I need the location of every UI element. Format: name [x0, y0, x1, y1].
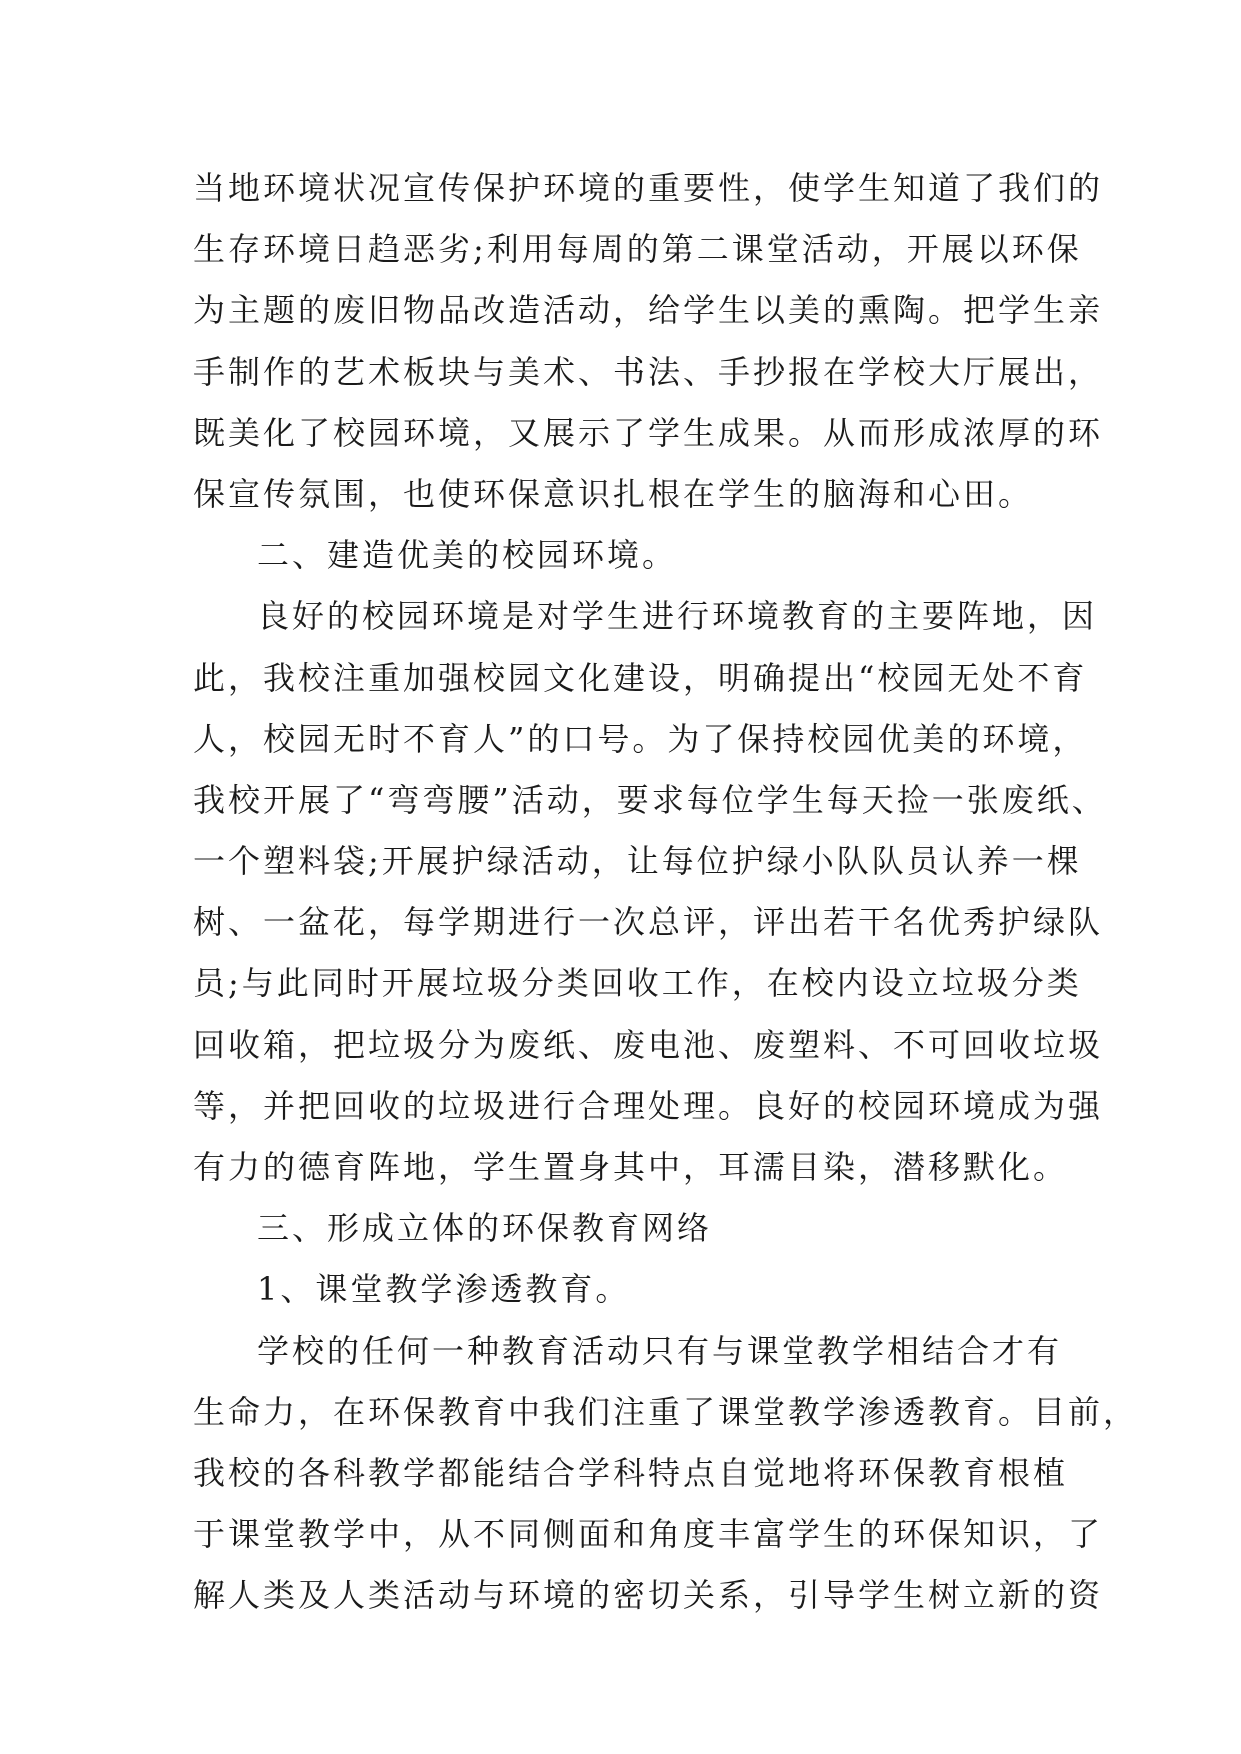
text-line: 生存环境日趋恶劣;利用每周的第二课堂活动，开展以环保: [193, 230, 1082, 269]
section-heading: 三、形成立体的环保教育网络: [257, 1209, 713, 1248]
section-heading: 二、建造优美的校园环境。: [257, 536, 678, 575]
paragraph-start: 学校的任何一种教育活动只有与课堂教学相结合才有: [257, 1331, 1063, 1370]
text-line: 解人类及人类活动与环境的密切关系，引导学生树立新的资: [193, 1576, 1104, 1615]
text-line: 人，校园无时不育人”的口号。为了保持校园优美的环境，: [193, 719, 1088, 758]
text-line: 有力的德育阵地，学生置身其中，耳濡目染，潜移默化。: [193, 1148, 1069, 1186]
text-line: 树、一盆花，每学期进行一次总评，评出若干名优秀护绿队: [193, 903, 1104, 942]
text-line: 于课堂教学中，从不同侧面和角度丰富学生的环保知识，了: [193, 1515, 1104, 1554]
paragraph-start: 良好的校园环境是对学生进行环境教育的主要阵地，因: [257, 597, 1098, 636]
text-line: 一个塑料袋;开展护绿活动，让每位护绿小队队员认养一棵: [193, 842, 1082, 881]
text-line: 回收箱，把垃圾分为废纸、废电池、废塑料、不可回收垃圾: [193, 1025, 1104, 1064]
text-line: 员;与此同时开展垃圾分类回收工作，在校内设立垃圾分类: [193, 964, 1082, 1003]
text-line: 等，并把回收的垃圾进行合理处理。良好的校园环境成为强: [193, 1086, 1104, 1125]
text-line: 我校开展了“弯弯腰”活动，要求每位学生每天捡一张废纸、: [193, 780, 1107, 819]
text-line: 既美化了校园环境，又展示了学生成果。从而形成浓厚的环: [193, 413, 1104, 452]
text-line: 为主题的废旧物品改造活动，给学生以美的熏陶。把学生亲: [193, 291, 1104, 330]
text-line: 此，我校注重加强校园文化建设，明确提出“校园无处不育: [193, 658, 1088, 697]
text-line: 生命力，在环保教育中我们注重了课堂教学渗透教育。目前，: [193, 1392, 1139, 1431]
subsection-heading: 1、课堂教学渗透教育。: [257, 1270, 631, 1309]
text-line: 我校的各科教学都能结合学科特点自觉地将环保教育根植: [193, 1453, 1069, 1492]
text-line: 手制作的艺术板块与美术、书法、手抄报在学校大厅展出，: [193, 352, 1104, 391]
document-body: [193, 158, 1139, 1627]
text-line: 保宣传氛围，也使环保意识扎根在学生的脑海和心田。: [193, 474, 1034, 513]
text-line: 当地环境状况宣传保护环境的重要性，使学生知道了我们的: [193, 169, 1104, 207]
